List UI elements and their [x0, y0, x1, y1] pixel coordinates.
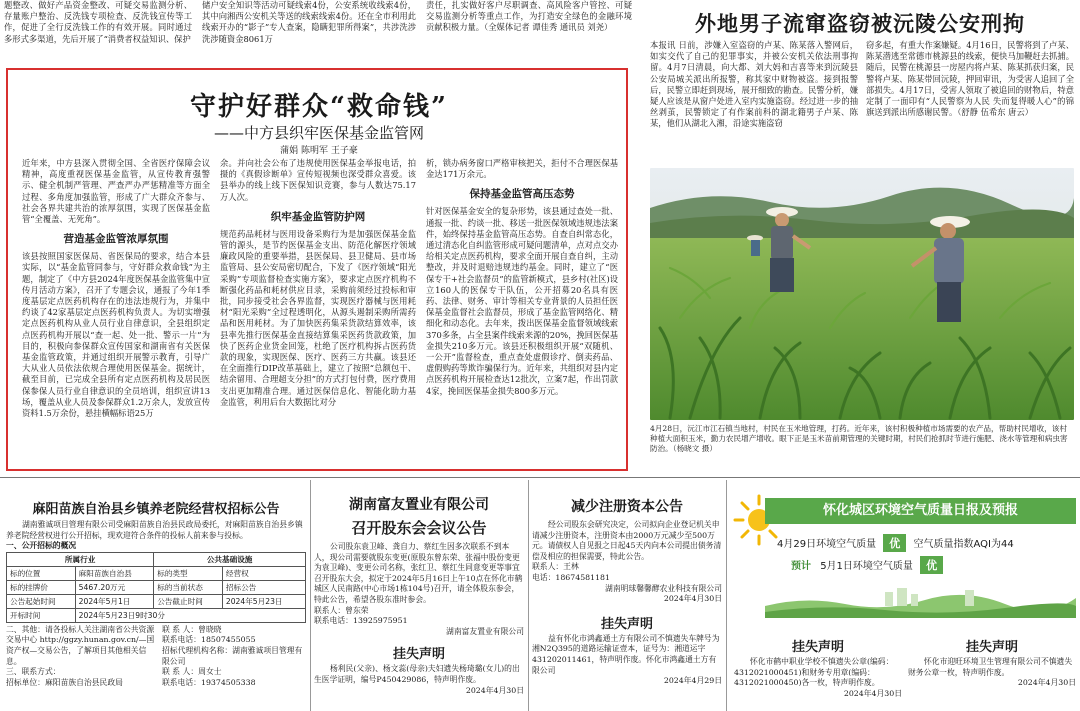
- feature-article-frame: [6, 68, 628, 471]
- lost-notice-body: 杨利民(父亲)、杨文蕊(母亲)夫妇遗失杨琦璐(女儿)的出生医学证明，编号P450429086，特声明作废。: [314, 664, 520, 684]
- feature-paragraph: 析，锁办病务窗口严格审核把关，拒付不合理医保基金达171万余元。: [426, 158, 618, 180]
- feature-section-heading: 营造基金监管浓厚氛围: [63, 233, 169, 246]
- meeting-contact: 联系人：曾东荣: [314, 605, 369, 615]
- feature-column-2: [220, 158, 416, 468]
- today-aqi: 空气质量指数AQI为44: [913, 539, 1014, 550]
- lost-notice-body: 怀化市迎旺环境卫生管理有限公司不慎遗失财务公章一枚，特声明作废。: [908, 657, 1073, 677]
- forecast-grade: 优: [920, 556, 943, 574]
- table-cell: 招标公告: [222, 580, 305, 594]
- tender-title: 麻阳苗族自治县乡镇养老院经营权招标公告: [32, 502, 280, 517]
- reduction-body: 经公司股东会研究决定，公司拟向企业登记机关申请减少注册资本，注册资本由2000万元减少至500万元。请债权人自见报之日起45天内向本公司提出债务清偿及相应的担保需要，特此公告。: [532, 520, 722, 561]
- tender-contact-column: [162, 625, 306, 689]
- lost-notice-title: 挂失声明: [600, 616, 653, 632]
- table-cell: 标的位置: [7, 566, 76, 580]
- tender-contact: 联 系 人：曾晓晓: [162, 624, 222, 634]
- table-cell: 标的类型: [154, 566, 223, 580]
- feature-headline: 守护好群众“救命钱”: [190, 92, 448, 122]
- right-article-headline: 外地男子流窜盗窃被沅陵公安刑拘: [695, 12, 1025, 36]
- table-row: [7, 580, 306, 594]
- feature-section-heading: 保持基金监管高压态势: [469, 188, 575, 201]
- air-quality-report: [731, 492, 1076, 622]
- forecast-prefix: 预计: [791, 561, 811, 572]
- lost-notice-title: 挂失声明: [392, 647, 445, 663]
- tender-section-1: 一、公开招标的概况: [6, 541, 77, 551]
- lost-notice-date: 2024年4月30日: [843, 688, 902, 698]
- table-cell: 标的挂牌价: [7, 580, 76, 594]
- table-cell: 经营权: [222, 566, 305, 580]
- feature-paragraph: 针对医保基金安全的复杂形势，该县通过查处一批、通报一批、约谈一批、移送一批医保领域违规违法案件，始终保持基金监管高压态势。自查自纠常态化，通过清态化自纠监管形成可疑问题清单，点对点交办给相关定点医药机构，要求全面开展自查自纠，主动整改，并及时退赔违规违约基金。同时，建立了“医保专干+社会监督员”的监管新模式，县乡村(社区)设立160人的医保专干队伍，公开招募20名具有医药、法律、财务、审计等相关专业背景的人员担任医保基金监督社会监督员，形成了基金监管网络化、精细化和动态化。去年来，拨出医保基金监督领域线索370多条，占全县案件线索来源的20%，挽回医保基金损失210多万元。该县还积极组织开展“双随机、一公开”监督检查，重点查处虚假诊疗、倒卖药品、虚假购药等欺诈骗保行为。近年来，共组织对县内定点医药机构开展检查达12批次，立案7起，作出罚款4家，挽回医保基金损失800多万元。: [426, 206, 618, 396]
- table-cell: 所属行业: [7, 552, 154, 566]
- feature-column-1: [22, 158, 210, 468]
- air-quality-banner: 怀化城区环境空气质量日报及预报: [765, 498, 1076, 524]
- right-article-col1: 本报讯 日前，涉嫌入室盗窃的卢某、陈某落入警网后，如实交代了自己的犯罪事实，并被公安机关依法刑事拘留。4月7日清晨，向大都、刘大妈和吉喜等来到沅陵县公安局城关派出所报警，称其家中财物被盗。接到报警后，民警立即赶到现场，展开细致的勘查。民警分析，嫌疑人应该是从窗户处进入室内实施盗窃。经过进一步的抽丝剥茧，民警锁定了有作案前科的湖北籍男子卢某、陈某，他们从湖北入湘，沿途实施盗窃: [650, 40, 858, 129]
- lost-notice-4: [908, 626, 1076, 711]
- tender-contact: 联 系 人：周女士: [162, 667, 222, 677]
- column-divider: [528, 480, 529, 711]
- column-divider: [310, 480, 311, 711]
- meeting-title: 召开股东会会议公告: [351, 519, 487, 537]
- tender-contact: 招标代理机构名称：湖南雅诚项目管理有限公司: [162, 645, 303, 666]
- table-cell: 标的当前状态: [154, 580, 223, 594]
- reduction-contact: 电话：18674581181: [532, 572, 610, 582]
- feature-paragraph: 余。并向社会公布了违规使用医保基金举报电话，拍摄的《真假诊断单》宣传短视频也深受群众喜爱。该县举办的线上线下医保知识竞赛，参与人数达75.17万人次。: [220, 158, 416, 202]
- reduction-contact: 联系人：王林: [532, 562, 579, 572]
- tender-intro: 湖南雅诚项目管理有限公司受麻阳苗族自治县民政局委托，对麻阳苗族自治县乡镇养老院经营权进行公开招标，现欢迎符合条件的投标人前来参与投标。: [6, 520, 303, 540]
- capital-reduction-notice: [532, 480, 722, 711]
- tender-table: [6, 552, 306, 623]
- table-cell: 公告起始时间: [7, 594, 76, 608]
- feature-intro: 近年来，中方县深入贯彻全国、全省医疗保障会议精神，高度重视医保基金监管，从宣传教育强警示、健全机制严管理、严查严办严惩精准等方面全过程、多角度加强监管，形成了广大群众齐参与、社会各界共建共治的浓厚氛围，实现了医保基金监管“全覆盖、无死角”。: [22, 158, 210, 225]
- reduction-title: 减少注册资本公告: [571, 499, 683, 515]
- tender-other-column: [6, 625, 156, 689]
- feature-column-3: [426, 158, 618, 468]
- table-cell: 麻阳苗族自治县: [75, 566, 154, 580]
- skyline-graphic: [765, 588, 1076, 618]
- tender-notice: [6, 480, 306, 711]
- tender-contact-left: 招标单位：麻阳苗族自治县民政局: [6, 677, 123, 687]
- meeting-body: 公司股东袁卫峰、龚自力、蔡红生因多次联系不到本人，现公司需要就股东变更(原股东曾东荣、张福中股份变更为袁卫峰)、变更公司名称，张红卫、蔡红生同意变更等事宜召开股东大会，拟定于2024年5月16日上午10点在怀化市鹤城区人民南路(中心市场1栋104号)召开，请全体股东参会，特此公告，希望各股东准时参会。: [314, 542, 523, 604]
- column-divider: [726, 480, 727, 711]
- tender-section-2: 二、其他：请各投标人关注湖南省公共资源交易中心 http://ggzy.hunan.gov.cn/—国资产权—交易公告，了解项目其他相关信息。: [6, 624, 155, 666]
- right-article-col2: 窃多起，有重大作案嫌疑。4月16日，民警将到了卢某、陈某潜逃至常德市桃源县的线索，便快马加鞭赶去抓捕。随后，民警在桃源县一房屋内将卢某、陈某抓获归案，民警将卢某、陈某带回沅陵，押回审讯，为受害人追回了全部损失。4月17日，受害人领取了被追回的财物后，特意定制了一面印有“人民警察为人民 失而复得暖人心”的锦旗送到派出所感谢民警。（舒静 伍希东 唐云）: [866, 40, 1074, 118]
- table-row: [7, 552, 306, 566]
- table-row: [7, 594, 306, 608]
- top-article-col2: 储户安全知识等活动可疑线索4份，公安系统收线索4份，其中向湘西公安机关等送的线索线索4份。还在全市利用此线索开办的“影子”专人查案，隐瞒犯罪所得案”，共涉洗涉洗涉随資金8061万: [202, 0, 416, 44]
- meeting-contact: 联系电话：13925975951: [314, 616, 408, 626]
- lost-notice-title: 挂失声明: [965, 640, 1018, 655]
- section-divider: [0, 477, 1080, 478]
- air-quality-forecast: [791, 556, 1071, 574]
- shareholder-meeting-notice: [314, 480, 524, 711]
- tender-section-3: 三、联系方式：: [6, 667, 61, 677]
- today-label: 4月29日环境空气质量: [777, 539, 877, 550]
- lost-notice-date: 2024年4月30日: [1017, 678, 1076, 688]
- tender-contact: 联系电话：18507455055: [162, 635, 256, 645]
- table-cell: 公告截止时间: [154, 594, 223, 608]
- lost-notice-title: 挂失声明: [791, 640, 844, 655]
- lost-notice-date: 2024年4月30日: [465, 685, 524, 695]
- table-cell: 2024年5月23日: [222, 594, 305, 608]
- tender-contact: 联系电话：19374505338: [162, 677, 256, 687]
- forecast-label: 5月1日环境空气质量: [820, 561, 913, 572]
- reduction-signature: 湖南明球馨馨酵农业科技有限公司: [605, 583, 722, 593]
- table-cell: 2024年5月1日: [75, 594, 154, 608]
- lost-notice-body: 益有怀化市鸿鑫通土方有限公司不慎遗失车牌号为湘N2Q395的道路运输证壹本，证号为：湘道运字431202011461，特声明作废。怀化市鸿鑫通土方有限公司: [532, 633, 720, 675]
- lost-notice-body: 怀化市鹤中职业学校不慎遗失公章(编码：4312021000451)和财务专用章(编码：4312021000450)各一枚，特声明作废。: [734, 657, 894, 688]
- reduction-date: 2024年4月30日: [663, 594, 722, 604]
- photo-caption: 4月28日，沅江市江石镇当地村，村民在玉米地管理，打药。近年来，该村积极种植市场需要的农产品，帮助村民增收，该村种植大面积玉米，勤力农民增产增收。眼下正是玉米苗前期管理的关键时期，村民们抢抓时节进行施肥、浇水等管理和病虫害防治。（杨晓文 摄）: [650, 424, 1068, 453]
- feature-subhead: ——中方县织牢医保基金监管网: [213, 124, 424, 142]
- meeting-company: 湖南富友置业有限公司: [349, 497, 489, 513]
- lost-notice-3: [734, 626, 902, 711]
- feature-paragraph: 该县按照国家医保局、省医保局的要求，结合本县实际，以“基金监管同参与，守好群众救命钱”为主题，制定了《中方县2024年度医保基金监管集中宣传月活动方案》，召开了专题会议，通报了今年1季度基层定点医药机构存在的违法违规行为，并集中约谈了42家基层定点医药机构负责人。为切实增强定点医药机构从业人员行业自律意识，全县组织定点医药机构开展以“查一起、处一批、警示一片”为目的，积极向参保群众宣传国家和湖南省有关医保基金监管政策，并通过组织开展警示教育，引导广大从业人员依法依规合理使用医保基金。据统计，截至目前，已完成全县所有定点医药机构及居民医保参保人员行业自律意识的全员培训，组织宣讲13场，覆盖从业人员及参保群众1.2万余人，发放宣传资料1.5万余份，悬挂横幅标语25万: [22, 251, 210, 419]
- air-quality-today: [777, 534, 1077, 552]
- table-row: [7, 566, 306, 580]
- top-article-col1: 题整改、做好产品资金整改、可疑交易监测分析、存量账户整治、反洗钱专项检查、反洗钱宣传等工作，促进了全行反洗钱工作的有效开展。同时通过多形式多渠道，先后开展了“消费者权益知识、保护: [4, 0, 192, 44]
- today-grade: 优: [883, 534, 906, 552]
- lost-notice-date: 2024年4月29日: [663, 676, 722, 686]
- meeting-signature: 湖南富友置业有限公司: [446, 626, 524, 636]
- top-article-col3: 责任，扎实做好客户尽职调查、高风险客户管控、可疑交易监测分析等重点工作，为打造安全绿色的金融环境贡献积极力量。（全媒体记者 谭佳秀 通讯员 刘尧）: [426, 0, 632, 33]
- feature-paragraph: 规范药品耗材与医用设备采购行为是加强医保基金监管的源头，是节约医保基金支出、防范化解医疗领域廉政风险的重要举措，县医保局、县卫健局、县市场监管局、县公安局密切配合，下发了《医疗领域“阳光采购”专项监督检查实施方案》，要求定点医疗机构不断强化药品和耗材供应目录，采购前须经过投标和审批，同步接受社会各界监督，实现医疗器械与医用耗材“阳光采购”全过程透明化，从源头遏制采购所需药品和医用耗材。为了加快医药集采货款结算效率，该县率先推行医保基金直接结算集采医药货款政策，加快了医药企业货金回笼，杜绝了医疗机构拆占医药货款的现象，实现医保、医疗、医药三方共赢。该县还在全面推行DIP改革基础上，建立了按照“总额包干、结余留用、合理超支分担”的方式打包付费，医疗费用支出更加精准合理。通过医保信息化、智能化助力基金监管，利用后台大数据比对分: [220, 228, 416, 407]
- table-cell: 公共基础设施: [154, 552, 306, 566]
- feature-section-heading: 织牢基金监管防护网: [270, 210, 366, 223]
- cornfield-farmers-photo: [650, 168, 1074, 420]
- feature-byline: 蒲娟 陈明军 王子豪: [280, 146, 358, 156]
- table-cell: 开标时间: [7, 608, 76, 622]
- table-cell: 2024年5月23日9时30分: [75, 608, 305, 622]
- table-cell: 5467.20万元: [75, 580, 154, 594]
- table-row: [7, 608, 306, 622]
